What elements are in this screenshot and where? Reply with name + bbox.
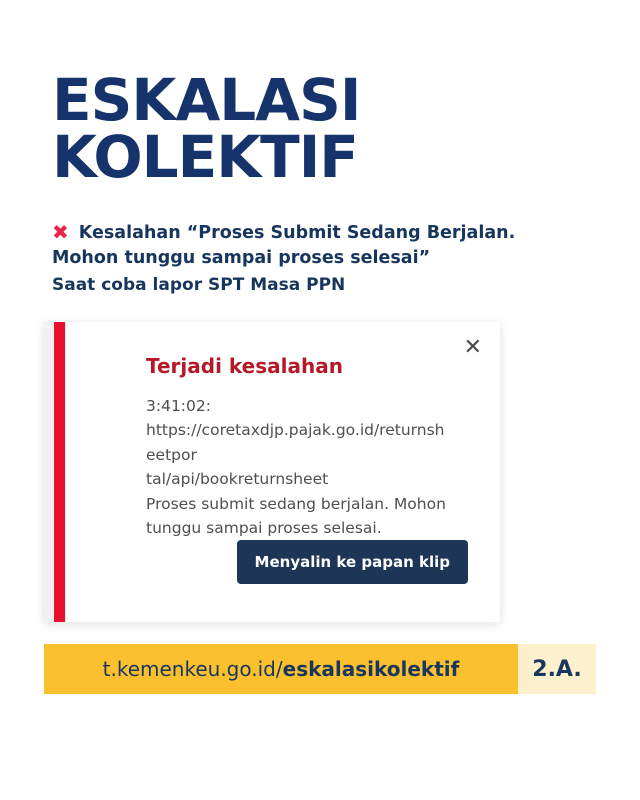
caption-quote-line-1: Proses Submit Sedang Berjalan. bbox=[198, 223, 516, 243]
screenshot-left-gutter bbox=[44, 322, 54, 622]
dialog-url-line-1: https://coretaxdjp.pajak.go.id/returnsheetpor bbox=[146, 421, 445, 464]
caption-quote-line-2: Mohon tunggu sampai proses selesai bbox=[52, 248, 419, 268]
x-mark-icon: ✖ bbox=[52, 220, 69, 244]
screenshot-red-accent-bar bbox=[54, 322, 65, 622]
caption-prefix: Kesalahan bbox=[78, 223, 187, 243]
caption-quote-open: “ bbox=[186, 223, 199, 243]
caption-quote-close: ” bbox=[418, 248, 431, 268]
link-bar bbox=[44, 644, 596, 694]
copy-to-clipboard-button[interactable]: Menyalin ke papan klip bbox=[237, 540, 468, 584]
dialog-url-line-2: tal/api/bookreturnsheet bbox=[146, 470, 329, 489]
title-line-1: ESKALASI bbox=[52, 66, 361, 134]
short-link-slug: eskalasikolektif bbox=[282, 657, 460, 681]
dialog-body bbox=[146, 394, 446, 541]
slide-badge: 2.A. bbox=[518, 644, 596, 694]
dialog-title: Terjadi kesalahan bbox=[146, 354, 343, 378]
short-link-prefix: t.kemenkeu.go.id/ bbox=[102, 657, 283, 681]
title-line-2: KOLEKTIF bbox=[52, 122, 358, 191]
caption-context: Saat coba lapor SPT Masa PPN bbox=[52, 275, 346, 296]
error-dialog bbox=[65, 322, 500, 622]
caption-row-1 bbox=[52, 222, 612, 245]
dialog-message-line-1: Proses submit sedang berjalan. Mohon bbox=[146, 494, 446, 513]
close-icon[interactable]: ✕ bbox=[463, 334, 482, 359]
dialog-timestamp: 3:41:02: bbox=[146, 397, 211, 415]
page-title bbox=[52, 66, 592, 191]
error-caption bbox=[52, 222, 612, 296]
dialog-message-line-2: tunggu sampai proses selesai. bbox=[146, 519, 382, 538]
caption-row-2 bbox=[52, 247, 612, 269]
caption-text-1 bbox=[79, 222, 516, 244]
error-dialog-screenshot bbox=[44, 322, 500, 622]
short-link[interactable] bbox=[44, 644, 518, 694]
